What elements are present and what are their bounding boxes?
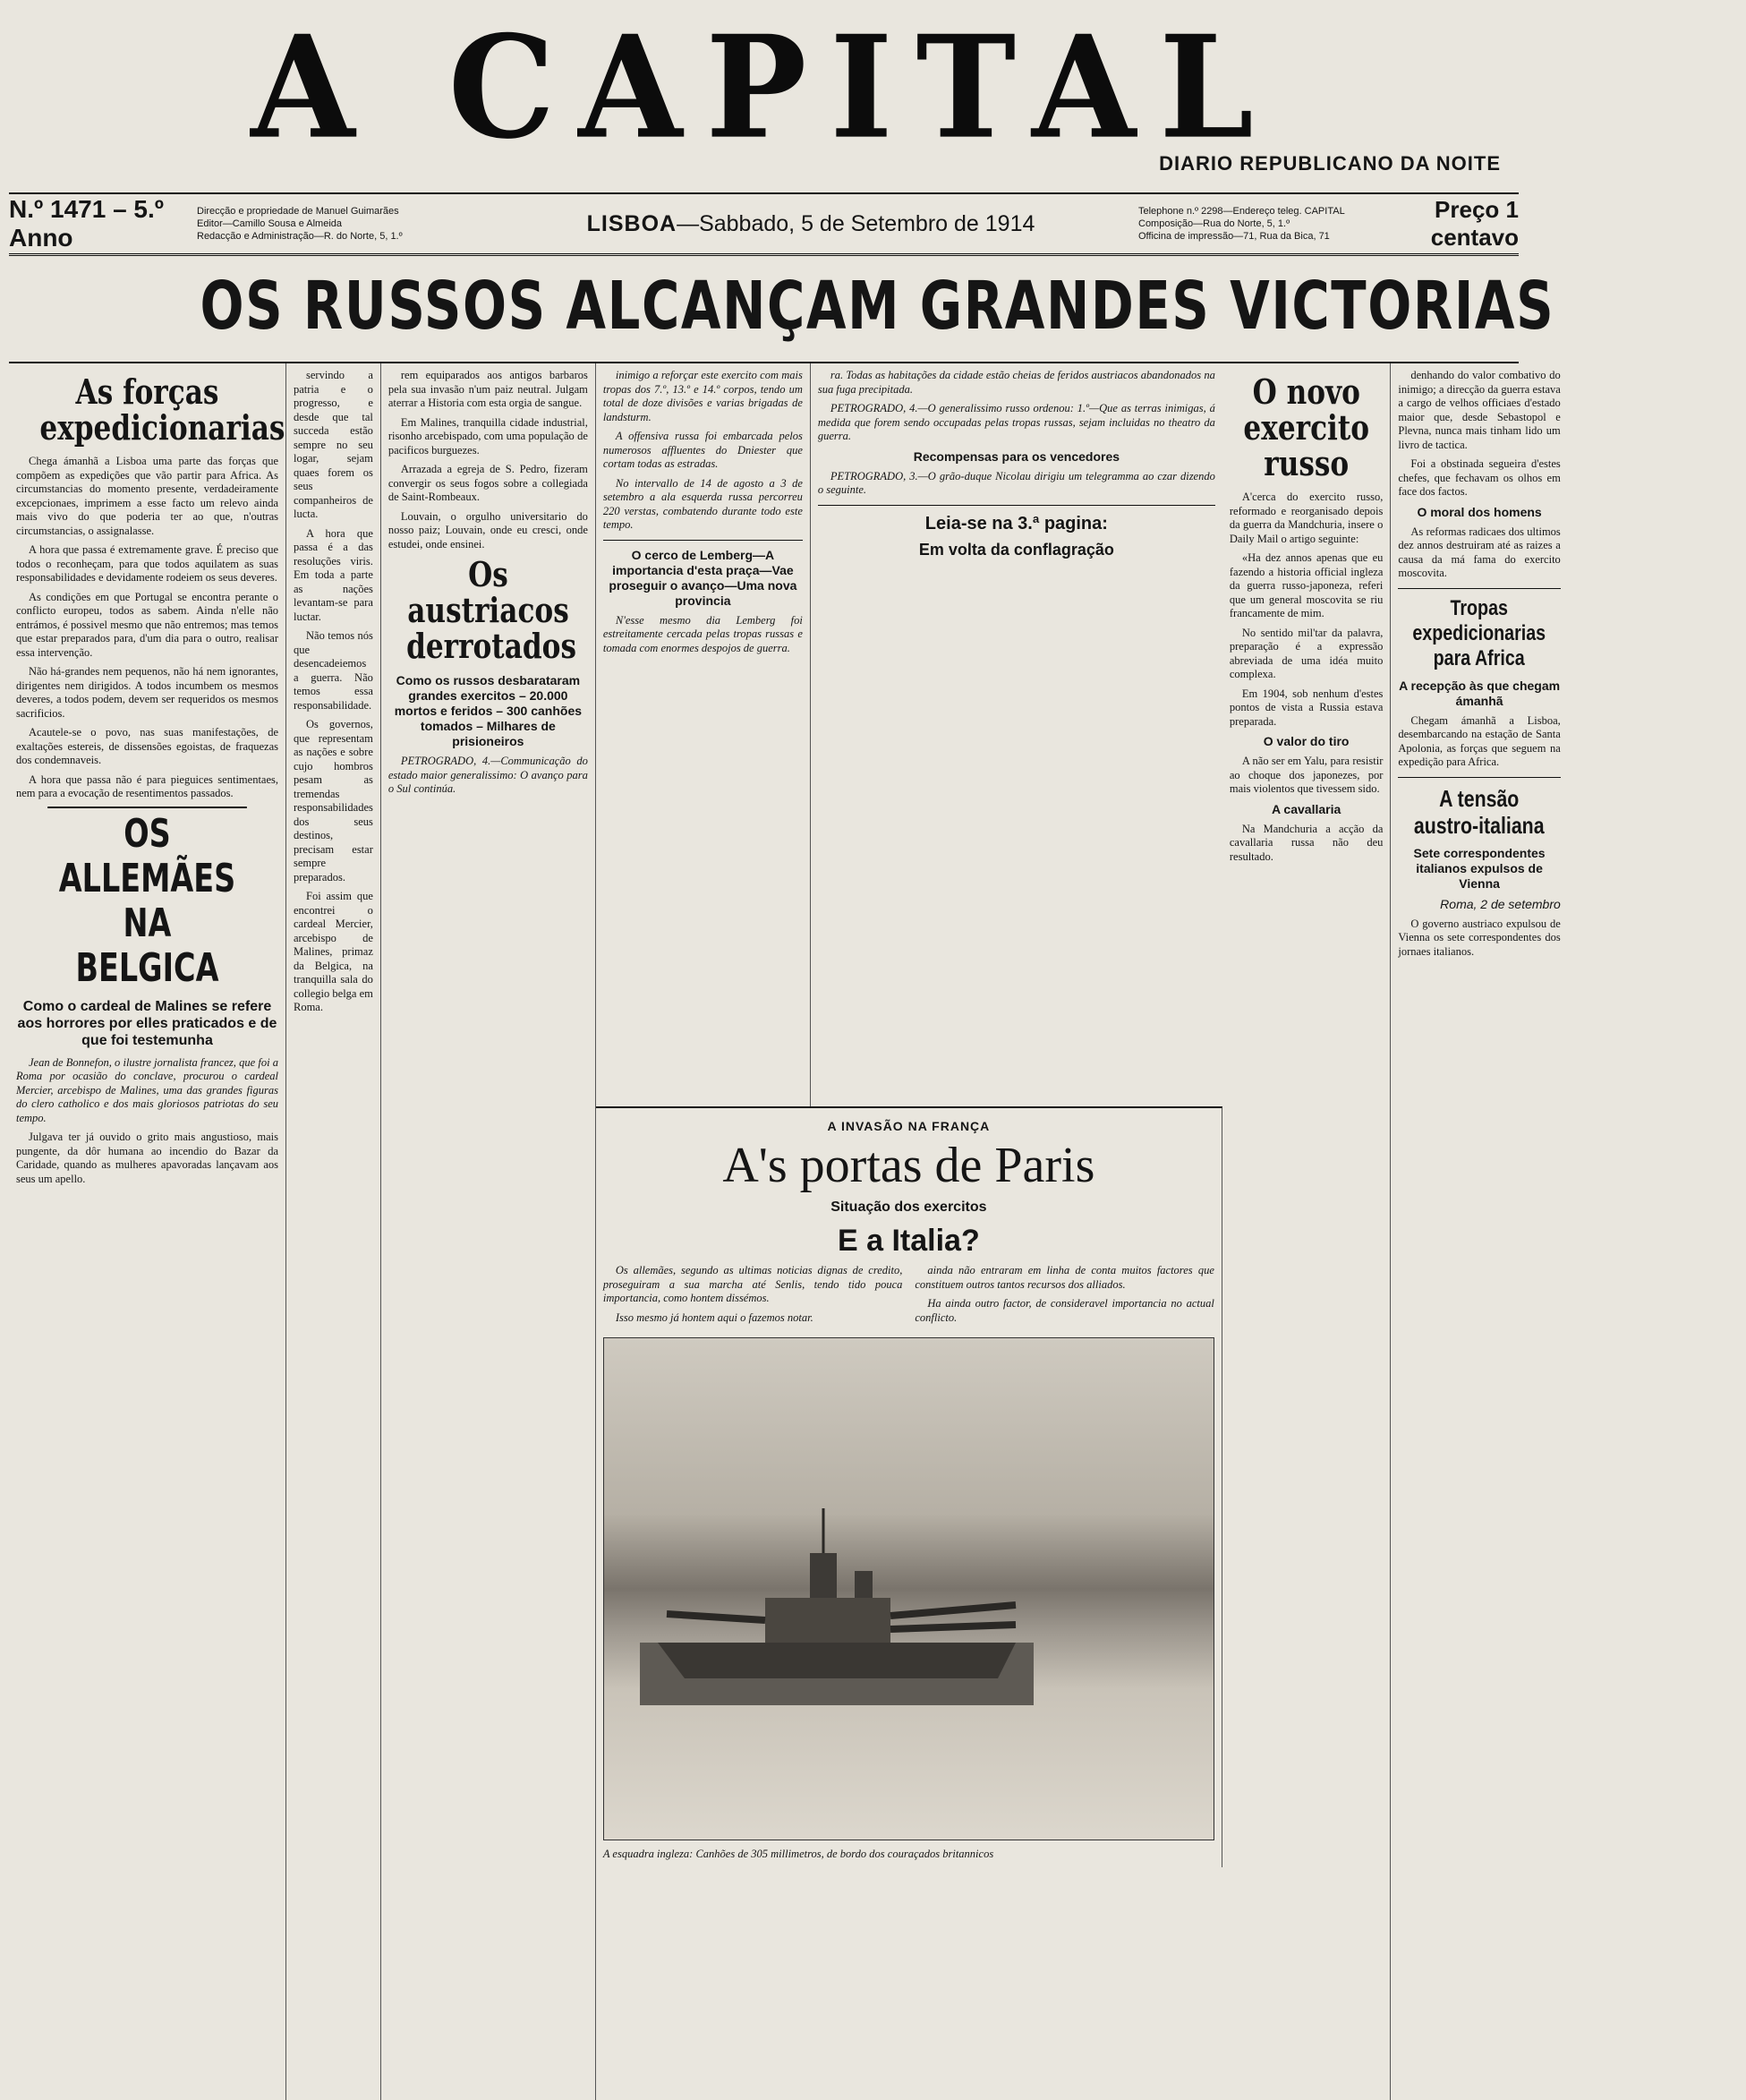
- issue-number: N.º 1471 – 5.º Anno: [9, 195, 165, 252]
- paragraph: Louvain, o orgulho universitario do nosso paiz; Louvain, onde eu cresci, onde estudei, onde ensinei.: [388, 509, 588, 551]
- section-subheadline: O valor do tiro: [1263, 734, 1350, 748]
- battleship-illustration: [640, 1499, 1034, 1705]
- warship-photo: [603, 1337, 1214, 1840]
- paragraph: Na Mandchuria a acção da cavallaria russa não deu resultado.: [1229, 822, 1384, 863]
- contact-line: Officina de impressão—71, Rua da Bica, 71: [1138, 231, 1330, 242]
- paragraph: ra. Todas as habitações da cidade estão cheias de feridos austriacos abandonados na sua fuga precipitada.: [817, 369, 1215, 396]
- paragraph: Julgava ter já ouvido o grito mais angustioso, mais pungente, da dôr humana ao incendio do Bazar da Caridade, quando as mulheres apavoradas lançavam aos seus um apello.: [16, 1131, 278, 1185]
- paragraph: denhando do valor combativo do inimigo; a direcção da guerra estava a cargo de velhos officiaes d'estado maior que, desde Sebastopol e Plevna, nunca mais tinham lido um livro de tactica.: [1398, 369, 1561, 451]
- direction-block: [197, 205, 483, 243]
- banner-text: OS RUSSOS ALCANÇAM GRANDES VICTORIAS: [200, 268, 1555, 345]
- section-subheadline: O moral dos homens: [1417, 504, 1542, 519]
- article-headline: A tensão austro-italiana: [1414, 784, 1545, 839]
- rule: [1398, 777, 1560, 778]
- article-headline: O novo exercito russo: [1243, 371, 1369, 483]
- article-headline: Tropas expedicionarias para Africa: [1412, 595, 1546, 670]
- paragraph: Arrazada a egreja de S. Pedro, fizeram convergir os seus fogos sobre a collegiada de Saint-Rombeaux.: [388, 463, 588, 503]
- rule: [818, 505, 1215, 506]
- article-headline: A's portas de Paris: [722, 1138, 1095, 1193]
- kicker: A INVASÃO NA FRANÇA: [827, 1119, 991, 1133]
- column-4: [596, 363, 811, 1106]
- paragraph: PETROGRADO, 3.—O grão-duque Nicolau dirigiu um telegramma ao czar dizendo o seguinte.: [817, 469, 1215, 496]
- paragraph: A hora que passa é a das resoluções viris. Em toda a parte as nações levantam-se para luctar.: [294, 526, 373, 623]
- section-subheadline: A cavallaria: [1271, 801, 1341, 816]
- direction-line: Editor—Camillo Sousa e Almeida: [197, 218, 343, 229]
- paragraph: Em Malines, tranquilla cidade industrial, risonho arcebispado, com uma população de pacificos burguezes.: [388, 415, 588, 457]
- column-7: [1391, 363, 1567, 2100]
- paragraph: servindo a patria e o progresso, e desde que tal succeda estão sempre no seu logar, sejam quaes forem os seus companheiros de lucta.: [294, 369, 373, 520]
- box-headline: Leia-se na 3.ª pagina:: [924, 513, 1108, 534]
- paragraph: No sentido mil'tar da palavra, preparação é a expressão abreviada de uma idéa muito complexa.: [1229, 626, 1384, 680]
- paragraph: PETROGRADO, 4.—O generalissimo russo ordenou: 1.º—Que as terras inimigas, á medida que forem sendo occupadas pelas tropas russas, sejam incluidas no theatro da guerra.: [817, 402, 1215, 442]
- article-subheadline: Sete correspondentes italianos expulsos de Vienna: [1413, 845, 1546, 891]
- rule: [1398, 588, 1560, 589]
- article-subheadline: A recepção às que chegam ámanhã: [1399, 678, 1561, 708]
- column-3: [381, 363, 596, 2100]
- paragraph: A não ser em Yalu, para resistir ao choque dos japonezes, por mais violentos que tivessem sido.: [1229, 755, 1384, 795]
- paris-right: [915, 1264, 1214, 1330]
- paragraph: A offensiva russa foi embarcada pelos numerosos affluentes do Dniester que cortam todas as estradas.: [602, 430, 803, 470]
- dateline: [483, 211, 1138, 237]
- masthead-title: A CAPITAL: [251, 4, 1277, 171]
- paragraph: A hora que passa é extremamente grave. É preciso que todos o reconheçam, para que todos aquilatem as suas responsabilidades e devidamente rodeiem os seus deveres.: [16, 543, 278, 584]
- article-subheadline: Como os russos desbarataram grandes exercitos – 20.000 mortos e feridos – 300 canhões tomados – Milhares de prisioneiros: [394, 673, 583, 748]
- paragraph: inimigo a reforçar este exercito com mais tropas dos 7.º, 13.º e 14.º corpos, tendo um total de doze divisões e varias brigadas de landsturm.: [602, 369, 803, 423]
- paragraph: Não há-grandes nem pequenos, não há nem ignorantes, dirigentes nem dirigidos. A todos incumbem os mesmos deveres, a todos podem, devem ser requeridos os mesmos sacrificios.: [16, 665, 278, 720]
- paragraph: Isso mesmo já hontem aqui o fazemos notar.: [615, 1310, 813, 1324]
- paragraph: As reformas radicaes dos ultimos dez annos destruiram até as raizes a causa da má fama do exercito moscovita.: [1398, 525, 1561, 579]
- paragraph: ainda não entraram em linha de conta muitos factores que constituem outros tantos recursos dos alliados.: [915, 1264, 1214, 1291]
- paragraph: Jean de Bonnefon, o ilustre jornalista francez, que foi a Roma por ocasião do conclave, procurou o cardeal Mercier, arcebispo de Malines, uma das grandes figuras do clero catholico e dos mais gloriosos patriotas do seu tempo.: [16, 1055, 278, 1124]
- paragraph: No intervallo de 14 de agosto a 3 de setembro a ala esquerda russa percorreu 220 verstas, combatendo durante todo este tempo.: [602, 476, 803, 531]
- column-6: [1222, 363, 1392, 2100]
- article-subheadline: Situação dos exercitos: [830, 1199, 987, 1215]
- article-headline: E a Italia?: [838, 1224, 980, 1258]
- paragraph: Acautele-se o povo, nas suas manifestações, de exaltações estereis, de dissensões egoistas, de fraquezas dos condemnaveis.: [16, 726, 278, 766]
- info-bar: [9, 192, 1519, 256]
- paragraph: A'cerca do exercito russo, reformado e reorganisado depois da guerra da Mandchuria, insere o Daily Mail o artigo seguinte:: [1229, 491, 1384, 545]
- paragraph: rem equiparados aos antigos barbaros pela sua invasão n'um paiz neutral. Julgam aterrar a Historia com esta orgia de sangue.: [388, 369, 588, 409]
- paris-article: [596, 1106, 1222, 1867]
- paragraph: Foi a obstinada segueira d'estes chefes, que fechavam os olhos em face dos factos.: [1398, 457, 1561, 498]
- contact-line: Telephone n.º 2298—Endereço teleg. CAPITAL: [1138, 206, 1345, 217]
- paragraph: Não temos nós que desencadeiemos a guerra. Não temos essa responsabilidade.: [294, 629, 373, 712]
- paragraph: N'esse mesmo dia Lemberg foi estreitamente cercada pelas tropas russas e tomada com enormes despojos de guerra.: [602, 613, 803, 654]
- dateline-city: LISBOA: [586, 210, 677, 236]
- paris-left: [603, 1264, 903, 1330]
- paragraph: Os governos, que representam as nações e sobre cujo hombros pesam as tremendas responsabilidades dos seus destinos, precisam estar sempre preparados.: [294, 718, 373, 884]
- paragraph: Foi assim que encontrei o cardeal Mercier, arcebispo de Malines, primaz da Belgica, na tranquilla sala do collegio belga em Roma.: [294, 890, 373, 1013]
- paragraph: Os allemães, segundo as ultimas noticias dignas de credito, proseguiram a sua marcha até Senlis, tendo tido pouca importancia, como hontem dissémos.: [602, 1264, 903, 1304]
- main-headline: [9, 256, 1555, 363]
- center-top-columns: [596, 363, 1222, 1106]
- direction-line: Direcção e propriedade de Manuel Guimarães: [197, 206, 399, 217]
- dateline-date: —Sabbado, 5 de Setembro de 1914: [677, 210, 1035, 236]
- article-headline: As forças expedicionarias: [39, 371, 285, 448]
- box-subheadline: Em volta da conflagração: [918, 540, 1114, 559]
- article-headline: Os austriacos derrotados: [405, 554, 576, 666]
- masthead-tagline: DIARIO REPUBLICANO DA NOITE: [1159, 152, 1501, 175]
- column-5: [811, 363, 1222, 1106]
- photo-caption: A esquadra ingleza: Canhões de 305 millimetros, de bordo dos couraçados britannicos: [602, 1848, 994, 1860]
- box-headline: O cerco de Lemberg—A importancia d'esta praça—Vae proseguir o avanço—Uma nova provincia: [609, 547, 797, 608]
- paragraph: A hora que passa não é para pieguices sentimentaes, nem para a evocação de resentimentos passados.: [16, 773, 278, 799]
- center-span: [596, 363, 1222, 2100]
- paragraph: O governo austriaco expulsou de Vienna os sete correspondentes dos jornaes italianos.: [1398, 917, 1561, 958]
- paragraph: Chega ámanhã a Lisboa uma parte das forças que compõem as expedições que vão partir para Africa. As circumstancias do momento presente, verdadeiramente excepcionaes, imprimem a esse facto um relevo ainda mais vivo do que poderia ter ao que, n'outras circumstancias, o assignalasse.: [16, 455, 278, 537]
- column-2: [286, 363, 381, 2100]
- paragraph: PETROGRADO, 4.—Communicação do estado maior generalissimo: O avanço para o Sul continúa.: [388, 755, 588, 795]
- contacts-block: [1138, 205, 1362, 243]
- paragraph: Chegam ámanhã a Lisboa, desembarcando na estação de Santa Apolonia, as forças que seguem na expedição para Africa.: [1398, 713, 1561, 768]
- box-headline: Recompensas para os vencedores: [913, 448, 1120, 464]
- paris-columns: [603, 1264, 1214, 1330]
- column-1: [9, 363, 286, 2100]
- paragraph: Em 1904, sob nenhum d'estes pontos de vista a Russia estava preparada.: [1229, 687, 1384, 728]
- direction-line: Redacção e Administração—R. do Norte, 5, 1.º: [197, 231, 403, 242]
- price: Preço 1 centavo: [1430, 196, 1519, 251]
- paragraph: «Ha dez annos apenas que eu fazendo a historia official ingleza da guerra russo-japoneza, referi que um general moscovita se riu francamente de mim.: [1229, 551, 1384, 619]
- article-columns: [9, 363, 1561, 2100]
- article-subheadline: Como o cardeal de Malines se refere aos horrores por elles praticados e de que foi testemunha: [17, 998, 277, 1048]
- dateline: Roma, 2 de setembro: [1440, 896, 1561, 911]
- contact-line: Composição—Rua do Norte, 5, 1.º: [1138, 218, 1290, 229]
- paragraph: Ha ainda outro factor, de consideravel importancia no actual conflicto.: [915, 1297, 1214, 1324]
- masthead: [9, 4, 1519, 175]
- paragraph: As condições em que Portugal se encontra perante o conflicto europeu, todos as sabem. Ainda n'elle não entrámos, é possivel mesmo que não entremos; mas temos que estar preparados para, d'um dia para o outro, realisar essa intervenção.: [16, 590, 278, 659]
- article-headline: OS ALLEMÃES NA BELGICA: [47, 807, 247, 991]
- rule: [603, 540, 803, 541]
